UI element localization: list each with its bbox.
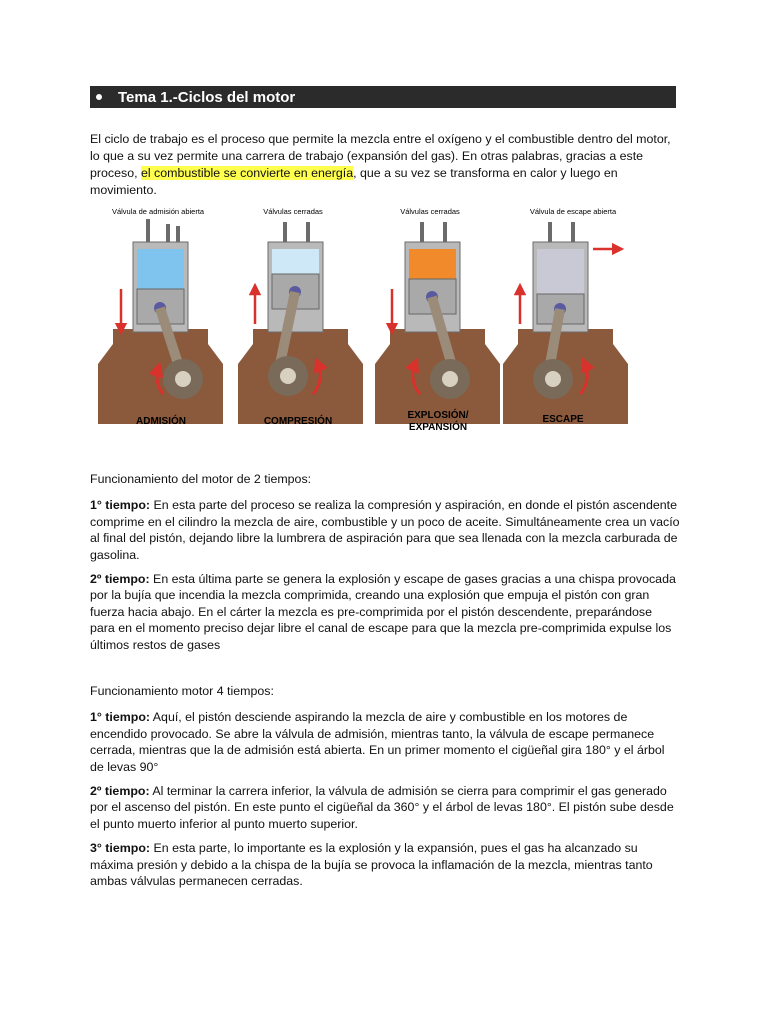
intro-text-1: El ciclo de trabajo es el proceso que permite la mezcla entre el oxígeno y el combustible dentro del motor, lo que a su vez permite una carrera de trabajo (expansión del gas). En otras palabras, gracias a este proceso, bbox=[90, 132, 671, 180]
item-label: 1° tiempo: bbox=[90, 498, 151, 513]
stage-explosion bbox=[375, 207, 500, 433]
intro-text-2: , que a su vez se transforma en calor y luego en movimiento. bbox=[90, 166, 618, 197]
stage-name: ESCAPE bbox=[542, 414, 584, 425]
stage-caption: Válvula de admisión abierta bbox=[111, 207, 205, 216]
four-stroke-item-1 bbox=[90, 709, 680, 775]
item-label: 2º tiempo: bbox=[90, 784, 150, 799]
item-label: 2º tiempo: bbox=[90, 572, 150, 587]
two-stroke-section bbox=[90, 471, 680, 661]
stage-caption: Válvulas cerradas bbox=[400, 207, 460, 216]
heading-text: Tema 1.-Ciclos del motor bbox=[118, 88, 296, 106]
item-text: En esta parte del proceso se realiza la compresión y aspiración, en donde el pistón ascendente comprime en el cilindro la mezcla de aire, combustible y un poco de aceite. Simultáneamente crea un vacío al final del pistón, dejando libre la lumbrera de aspiración para que sea llenada con la mezcla carburada de gasolina. bbox=[90, 498, 680, 562]
two-stroke-item-2 bbox=[90, 571, 680, 653]
item-text: En esta última parte se genera la explosión y escape de gases gracias a una chispa provocada por la bujía que incendia la mezcla comprimida, creando una explosión que empuja el pistón con gran fuerza hacia abajo. En el cárter la mezcla es pre-comprimida por el pistón descendente, preparándose para en el momento preciso dejar libre el canal de escape para que la mezcla pre-comprimida expulse los últimos restos de gases bbox=[90, 572, 676, 652]
item-label: 3° tiempo: bbox=[90, 841, 151, 856]
item-text: Al terminar la carrera inferior, la válvula de admisión se cierra para comprimir el gas generado por el ascenso del pistón. En este punto el cigüeñal da 360° y el árbol de levas 180°. El pistón sube desde el punto muerto inferior al punto muerto superior. bbox=[90, 784, 674, 831]
item-text: En esta parte, lo importante es la explosión y la expansión, pues el gas ha alcanzado su máxima presión y debido a la chispa de la bujía se provoca la inflamación de la mezcla, mientras tanto ambas válvulas permanecen cerradas. bbox=[90, 841, 653, 889]
stage-name: ADMISIÓN bbox=[136, 416, 186, 427]
section-heading bbox=[90, 86, 676, 108]
stage-caption: Válvulas cerradas bbox=[263, 207, 323, 216]
four-stroke-item-2 bbox=[90, 783, 680, 832]
bullet-icon bbox=[96, 94, 102, 100]
item-text: Aquí, el pistón desciende aspirando la mezcla de aire y combustible en los motores de encendido provocado. Se abre la válvula de admisión, mientras tanto, la válvula de escape permanece cerrada, mientras que la de admisión está abierta. En un primer momento el cigüeñal gira 180° y el árbol de levas 90° bbox=[90, 710, 665, 774]
stage-admission bbox=[98, 207, 223, 427]
two-stroke-item-1 bbox=[90, 497, 680, 563]
engine-cycle-diagram bbox=[88, 204, 678, 436]
item-label: 1° tiempo: bbox=[90, 710, 151, 725]
intro-highlight: el combustible se convierte en energía bbox=[140, 166, 354, 180]
intro-paragraph bbox=[90, 131, 680, 199]
stage-exhaust bbox=[503, 207, 628, 425]
stage-name: EXPLOSIÓN/ bbox=[407, 410, 469, 421]
four-stroke-section bbox=[90, 683, 680, 897]
stage-name-2: EXPANSIÓN bbox=[408, 422, 468, 433]
two-stroke-title: Funcionamiento del motor de 2 tiempos: bbox=[90, 472, 312, 486]
stage-name: COMPRESIÓN bbox=[263, 416, 333, 427]
four-stroke-title: Funcionamiento motor 4 tiempos: bbox=[90, 684, 274, 698]
four-stroke-item-3 bbox=[90, 840, 680, 889]
stage-caption: Válvula de escape abierta bbox=[529, 207, 617, 216]
stage-compression bbox=[238, 207, 363, 427]
